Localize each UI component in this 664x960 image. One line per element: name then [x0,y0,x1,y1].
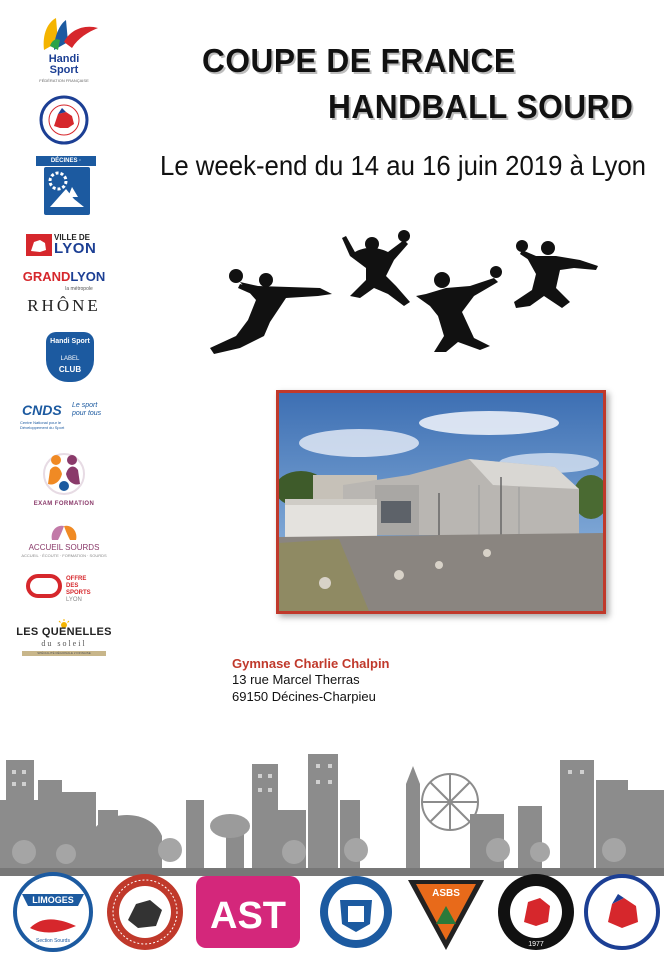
limoges-name: LIMOGES [32,895,74,905]
player-3-icon [416,266,502,352]
ville-de-lyon-logo [14,232,114,258]
club-poitiers-logo [494,870,578,954]
label-club-badge [46,332,94,382]
club-lyon-sourds-logo [582,870,662,954]
limoges-sub: Section Sourds [36,938,70,944]
ast-badge-icon [192,870,304,954]
decines-title: DÉCINES · [36,156,96,166]
rhone-wordmark: RHÔNE [27,296,101,315]
cnds-tagline: Le sport pour tous [72,402,102,417]
decines-emblem [44,167,90,215]
limoges-badge-icon [10,870,96,954]
quenelles-title: LES QUENELLES [16,626,112,638]
blue-club-badge-icon [314,870,398,954]
lyon-label: LYON [54,240,97,257]
gymnasium-photo [276,390,606,614]
club-nantes-logo [102,870,188,954]
cnds-wordmark: CNDS [22,402,62,418]
venue-name: Gymnase Charlie Chalpin [232,656,390,671]
sponsor-column [0,0,130,680]
ville-de-label: VILLE DE [54,233,91,242]
quenelles-du-soleil-logo [14,618,114,664]
club-sourds-blue-logo [314,870,398,954]
quenelles-subtitle: du soleil [41,639,87,648]
title-line-2: HANDBALL SOURD [328,88,634,125]
accueil-sourds-label: ACCUEIL SOURDS [28,543,100,552]
player-2-icon [342,230,410,306]
player-1-icon [210,269,332,354]
ast-name: AST [210,895,286,937]
decines-charpieu-logo [14,156,114,218]
asbs-name: ASBS [432,888,460,899]
accueil-hands-icon [14,518,114,542]
offre-des-sports-logo [14,570,114,610]
club-asbs-logo [404,870,488,954]
decines-gear-icon [44,167,90,215]
poitiers-badge-icon [494,870,578,954]
handisport-mark-icon [14,12,114,54]
lyon-part-label: LYON [70,269,106,284]
asl-logo [14,94,114,146]
asbs-badge-icon [404,870,488,954]
cnds-subtitle: Centre National pour le Développement du Sport [20,420,65,430]
exam-formation-logo [14,446,114,512]
lyon-sourds-badge-icon [582,870,662,954]
venue-city: 69150 Décines-Charpieu [232,689,376,704]
club-logos-row [0,870,664,958]
grand-lyon-logo [14,268,114,292]
handisport-wordmark: Handi Sport [48,53,80,76]
venue-street: 13 rue Marcel Therras [232,672,360,687]
metropole-label: la métropole [65,286,93,292]
cnds-logo [14,398,114,436]
club-limoges-logo [10,870,96,954]
gymnasium-building-image [279,393,603,611]
handball-players-silhouettes [200,226,620,356]
offre-text: OFFRE DES SPORTS LYON [66,576,91,603]
exam-formation-figures-icon [14,446,114,500]
lyon-skyline-illustration [0,740,664,876]
ferris-wheel-icon [422,774,478,830]
nantes-badge-icon [102,870,188,954]
grand-label: GRAND [22,269,71,284]
handisport-logo [14,12,114,82]
lyon-lion-icon [26,234,52,256]
handisport-label-club-logo [14,330,114,386]
club-ast-logo [192,870,304,954]
label-club-club: CLUB [58,365,82,374]
quenelles-bar: SPÉCIALITÉ RÉGIONALE LYONNAISE [22,651,106,656]
label-club-brand: Handi Sport [50,338,90,345]
handisport-federation-text: FÉDÉRATION FRANÇAISE [39,78,89,83]
exam-formation-label: EXAM FORMATION [33,501,95,507]
event-date-subtitle: Le week-end du 14 au 16 juin 2019 à Lyon [160,150,647,181]
poitiers-year: 1977 [528,941,544,948]
player-4-icon [514,240,598,308]
asl-lion-badge-icon [14,94,114,146]
title-line-1: COUPE DE FRANCE [202,42,516,79]
accueil-sourds-logo [14,518,114,564]
label-club-label: LABEL [60,356,80,362]
venue-address-block [232,656,532,705]
accueil-sourds-subtitle: ACCUEIL · ÉCOUTE · FORMATION · SOURDS [21,553,107,558]
rhone-logo [14,296,114,322]
